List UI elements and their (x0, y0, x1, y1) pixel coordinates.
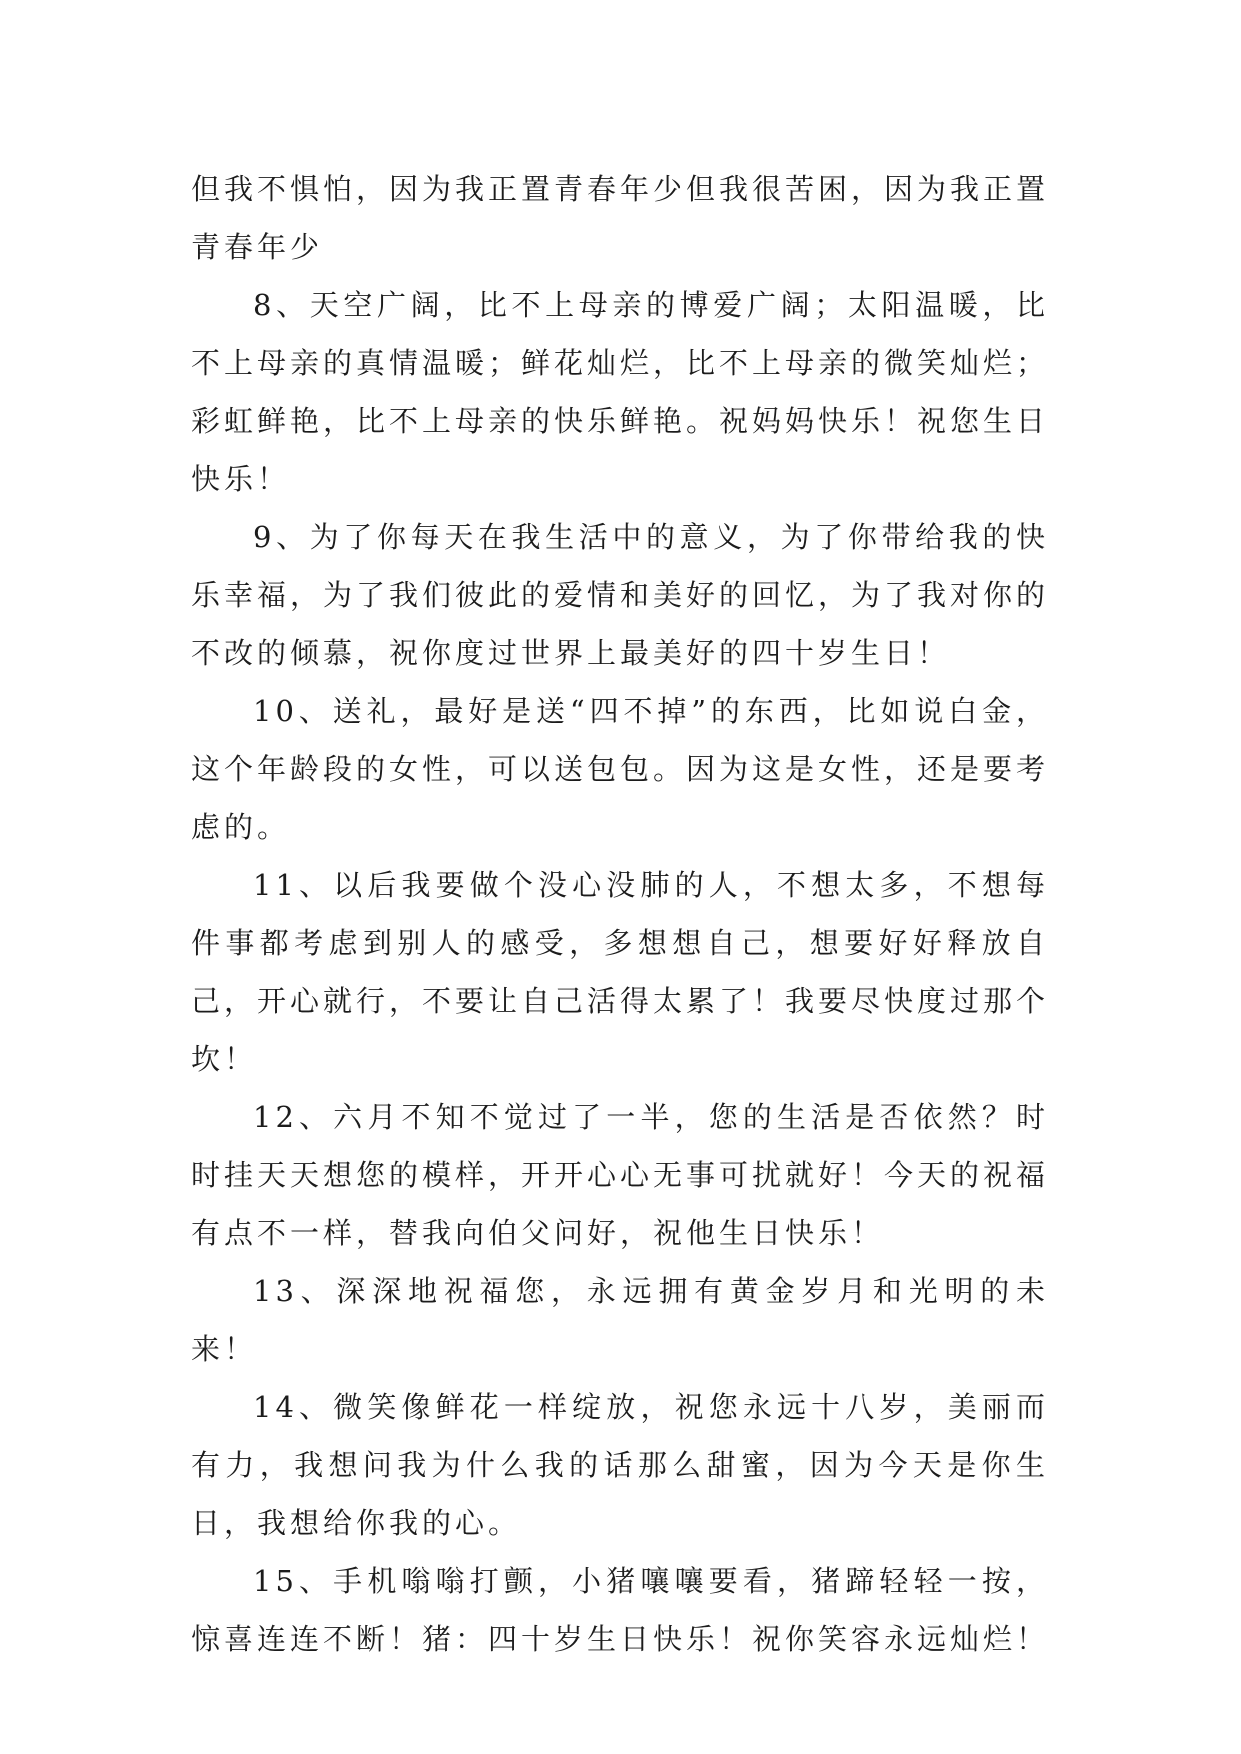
paragraph-8: 8、天空广阔，比不上母亲的博爱广阔；太阳温暖，比不上母亲的真情温暖；鲜花灿烂，比不上母亲的微笑灿烂；彩虹鲜艳，比不上母亲的快乐鲜艳。祝妈妈快乐！祝您生日快乐！ (191, 288, 1050, 496)
paragraph-10: 10、送礼，最好是送“四不掉”的东西，比如说白金，这个年龄段的女性，可以送包包。因为这是女性，还是要考虑的。 (191, 694, 1050, 844)
paragraph-14: 14、微笑像鲜花一样绽放，祝您永远十八岁，美丽而有力，我想问我为什么我的话那么甜蜜，因为今天是你生日，我想给你我的心。 (191, 1390, 1049, 1540)
paragraph-11: 11、以后我要做个没心没肺的人，不想太多，不想每件事都考虑到别人的感受，多想想自己，想要好好释放自己，开心就行，不要让自己活得太累了！我要尽快度过那个坎！ (191, 868, 1050, 1076)
document-body (191, 160, 1049, 1668)
paragraph-13: 13、深深地祝福您，永远拥有黄金岁月和光明的未来！ (191, 1274, 1049, 1366)
paragraph-continuation: 但我不惧怕，因为我正置青春年少但我很苦困，因为我正置青春年少 (191, 172, 1050, 264)
paragraph-15: 15、手机嗡嗡打颤，小猪嚷嚷要看，猪蹄轻轻一按，惊喜连连不断！猪：四十岁生日快乐！祝你笑容永远灿烂！ (191, 1564, 1050, 1656)
paragraph-9: 9、为了你每天在我生活中的意义，为了你带给我的快乐幸福，为了我们彼此的爱情和美好的回忆，为了我对你的不改的倾慕，祝你度过世界上最美好的四十岁生日！ (191, 520, 1050, 670)
paragraph-12: 12、六月不知不觉过了一半，您的生活是否依然？时时挂天天想您的模样，开开心心无事可扰就好！今天的祝福有点不一样，替我向伯父问好，祝他生日快乐！ (191, 1100, 1050, 1250)
